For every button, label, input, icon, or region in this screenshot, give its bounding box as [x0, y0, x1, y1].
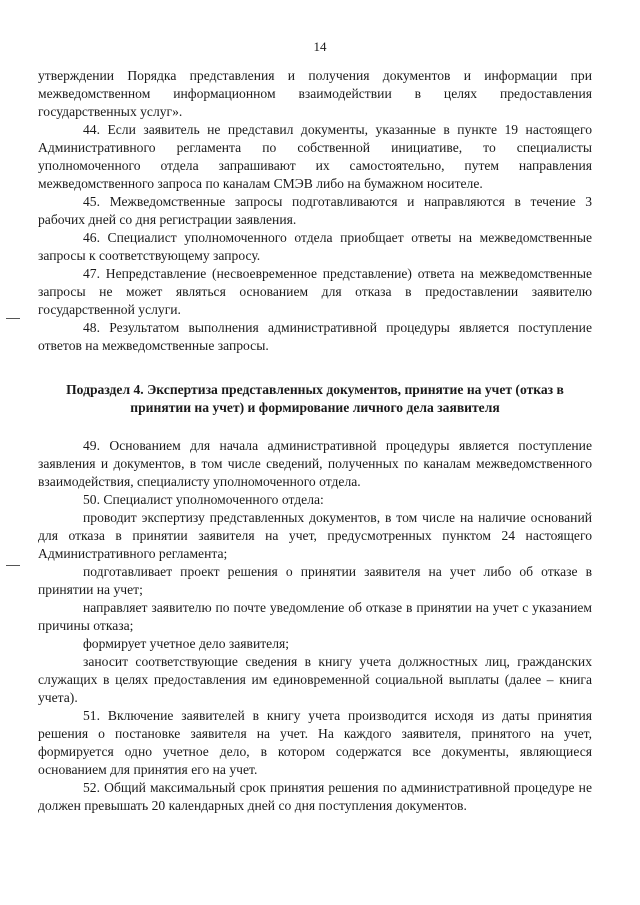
document-body	[38, 67, 592, 815]
paragraph: утверждении Порядка представления и получения документов и информации при межведомственном информационном взаимодействии в целях предоставления государственных услуг».	[38, 68, 592, 119]
paragraph-44: 44. Если заявитель не представил документы, указанные в пункте 19 настоящего Административного регламента по собственной инициативе, то специалисты уполномоченного отдела запрашивают их самостоятельно, путем направления межведомственного запроса по каналам СМЭВ либо на бумажном носителе.	[38, 122, 592, 191]
paragraph-47: 47. Непредставление (несвоевременное представление) ответа на межведомственные запросы не может являться основанием для отказа в предоставлении заявителю государственной услуги.	[38, 266, 592, 317]
list-item: формирует учетное дело заявителя;	[83, 636, 290, 651]
subsection-heading	[38, 381, 592, 417]
heading-line: принятии на учет) и формирование личного дела заявителя	[130, 400, 500, 415]
list-item: направляет заявителю по почте уведомление об отказе в принятии на учет с указанием причины отказа;	[38, 600, 592, 633]
heading-line: Подраздел 4. Экспертиза представленных документов, принятие на учет (отказ в	[66, 382, 564, 397]
paragraph-46: 46. Специалист уполномоченного отдела приобщает ответы на межведомственные запросы к соответствующему запросу.	[38, 230, 592, 263]
margin-mark	[6, 318, 20, 319]
paragraph-48: 48. Результатом выполнения административной процедуры является поступление ответов на межведомственные запросы.	[38, 320, 592, 353]
paragraph-45: 45. Межведомственные запросы подготавливаются и направляются в течение 3 рабочих дней со дня регистрации заявления.	[38, 194, 592, 227]
list-item: заносит соответствующие сведения в книгу учета должностных лиц, гражданских служащих в целях предоставления им единовременной социальной выплаты (далее – книга учета).	[38, 654, 592, 705]
page-number: 14	[313, 39, 327, 54]
list-item: подготавливает проект решения о принятии заявителя на учет либо об отказе в принятии на учет;	[38, 564, 592, 597]
paragraph-50: 50. Специалист уполномоченного отдела:	[83, 492, 324, 507]
paragraph-49: 49. Основанием для начала административной процедуры является поступление заявления и документов, в том числе сведений, полученных по каналам межведомственного взаимодействия, специалисту уполномоченного отдела.	[38, 438, 592, 489]
list-item: проводит экспертизу представленных документов, в том числе на наличие оснований для отказа в принятии заявителя на учет, предусмотренных пунктом 24 настоящего Административного регламента;	[38, 510, 592, 561]
paragraph-52: 52. Общий максимальный срок принятия решения по административной процедуре не должен превышать 20 календарных дней со дня поступления документов.	[38, 780, 592, 813]
paragraph-51: 51. Включение заявителей в книгу учета производится исходя из даты принятия решения о постановке заявителя на учет. На каждого заявителя, принятого на учет, формируется одно учетное дело, в котором содержатся все документы, являющиеся основанием для принятия его на учет.	[38, 708, 592, 777]
margin-mark	[6, 565, 20, 566]
